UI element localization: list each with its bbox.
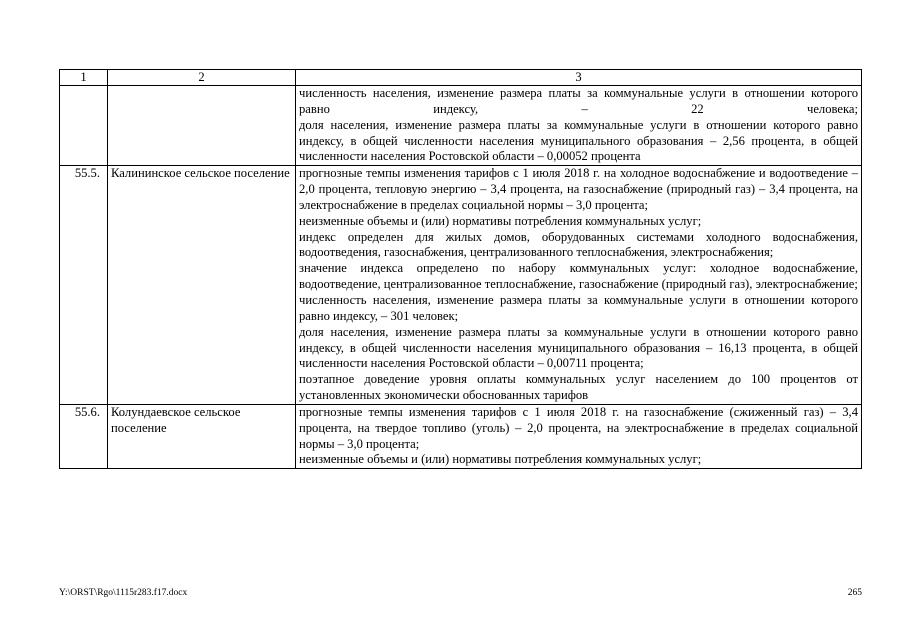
row-description-cell [296, 86, 862, 166]
table-row-55-5 [60, 166, 862, 405]
paragraph: доля населения, изменение размера платы за коммунальные услуги в отношении которого равно индексу, в общей численности населения муниципального образования – 2,56 процента, в общей численности населения Ростовской области – 0,00052 процента [299, 117, 858, 164]
paragraph: численность населения, изменение размера платы за коммунальные услуги в отношении которого равно индексу, – 301 человек; [299, 292, 858, 323]
row-name-cell [108, 86, 296, 166]
paragraph: прогнозные темпы изменения тарифов с 1 июля 2018 г. на газоснабжение (сжиженный газ) – 3,4 процента, на твердое топливо (уголь) – 2,0 процента, на электроснабжение в пределах социальной нормы – 3,0 процента; [299, 404, 858, 451]
footer-page-number: 265 [847, 588, 862, 598]
paragraph: прогнозные темпы изменения тарифов с 1 июля 2018 г. на холодное водоснабжение и водоотведение – 2,0 процента, тепловую энергию – 3,4 процента, на газоснабжение (природный газ) – 3,4 процента, на электроснабжение в пределах социальной нормы – 3,0 процента; [299, 166, 858, 212]
paragraph: индекс определен для жилых домов, оборудованных системами холодного водоснабжения, водоотведения, газоснабжения, централизованного теплоснабжения, электроснабжения; [299, 229, 858, 260]
header-col-2: 2 [108, 70, 296, 86]
paragraph: неизменные объемы и (или) нормативы потребления коммунальных услуг; [299, 213, 702, 228]
header-col-3: 3 [296, 70, 862, 86]
paragraph: поэтапное доведение уровня оплаты коммунальных услуг населением до 100 процентов от установленных экономически обоснованных тарифов [299, 372, 858, 403]
row-number-cell [60, 86, 108, 166]
document-table [59, 69, 862, 469]
paragraph: неизменные объемы и (или) нормативы потребления коммунальных услуг; [299, 452, 702, 467]
row-description-cell [296, 166, 862, 405]
footer-file-path: Y:\ORST\Rgo\1115r283.f17.docx [59, 588, 188, 598]
paragraph: численность населения, изменение размера платы за коммунальные услуги в отношении которого равно индексу, – 22 человека; [299, 86, 858, 116]
row-description-cell [296, 404, 862, 468]
settlement-name: Колундаевское сельское поселение [108, 404, 296, 468]
settlement-name: Калининское сельское поселение [108, 166, 296, 405]
row-number: 55.6. [60, 404, 108, 468]
table-header-row [60, 70, 862, 86]
header-col-1: 1 [60, 70, 108, 86]
row-number: 55.5. [60, 166, 108, 405]
table-row-continuation [60, 86, 862, 166]
table-row-55-6 [60, 404, 862, 468]
paragraph: значение индекса определено по набору коммунальных услуг: холодное водоснабжение, водоотведение, централизованное теплоснабжение, газоснабжение (природный газ), электроснабжение; [299, 261, 858, 292]
paragraph: доля населения, изменение размера платы за коммунальные услуги в отношении которого равно индексу, в общей численности населения муниципального образования – 16,13 процента, в общей численности населения Ростовской области – 0,00711 процента; [299, 324, 858, 371]
